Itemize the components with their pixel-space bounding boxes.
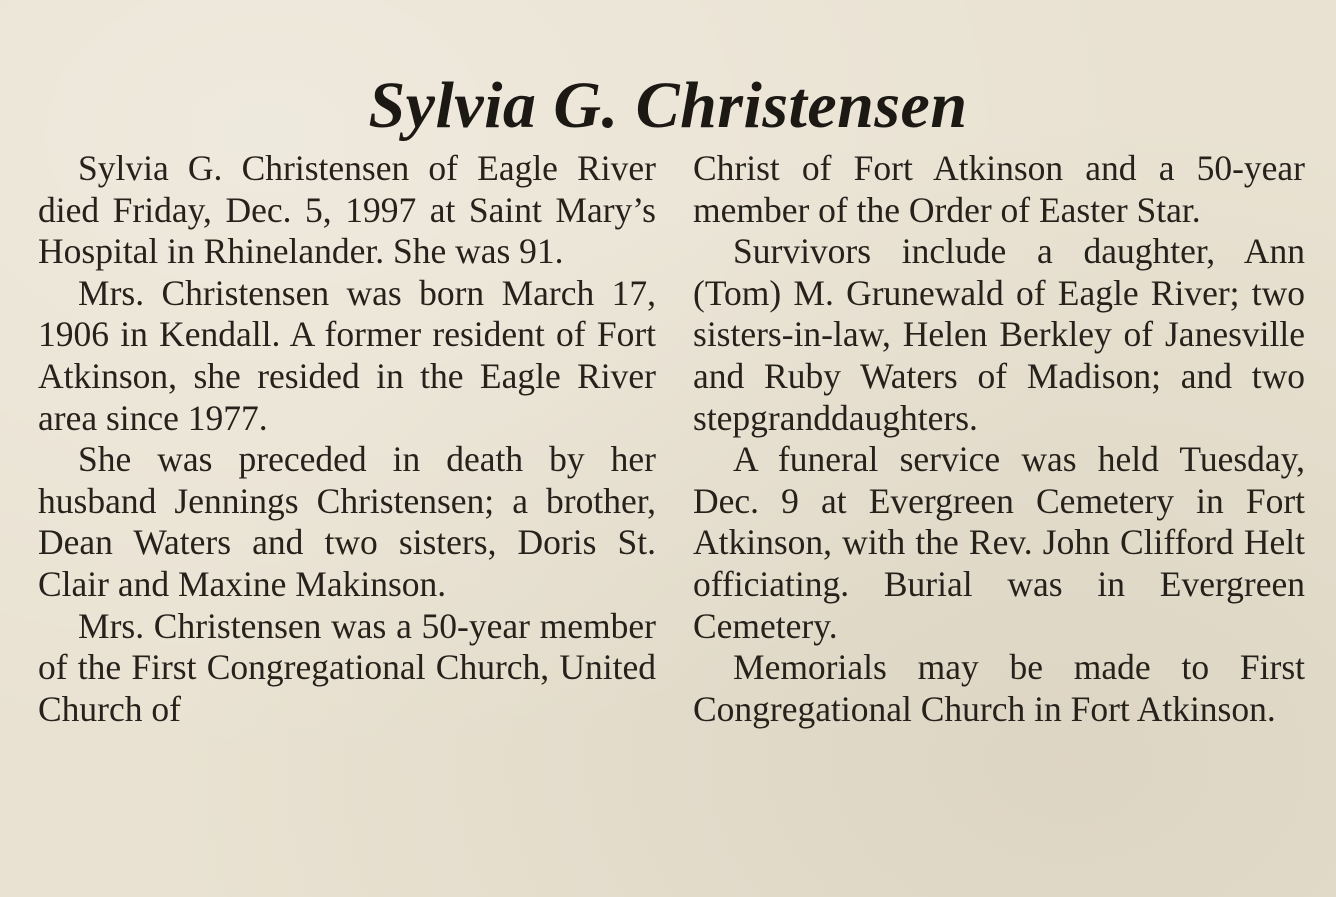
paragraph-birth-residence: Mrs. Christensen was born March 17, 1906 in Kendall. A former resident of Fort Atkinson, she resided in the Eagle River area since 1977.: [38, 272, 656, 438]
paragraph-death-notice: Sylvia G. Christensen of Eagle River died Friday, Dec. 5, 1997 at Saint Mary’s Hospital in Rhinelander. She was 91.: [38, 148, 656, 272]
obituary-headline: Sylvia G. Christensen: [368, 69, 968, 143]
paragraph-funeral-service: A funeral service was held Tuesday, Dec. 9 at Evergreen Cemetery in Fort Atkinson, with the Rev. John Clifford Helt officiating. Burial was in Evergreen Cemetery.: [693, 439, 1305, 646]
paragraph-survivors: Survivors include a daughter, Ann (Tom) M. Grunewald of Eagle River; two sisters-in-law, Helen Berkley of Janesville and Ruby Waters of Madison; and two stepgranddaughters.: [693, 231, 1305, 438]
right-column: [693, 148, 1305, 730]
paragraph-church-membership: Mrs. Christensen was a 50-year member of the First Congregational Church, United Church of: [38, 605, 656, 729]
paragraph-preceded-in-death: She was preceded in death by her husband Jennings Christensen; a brother, Dean Waters and two sisters, Doris St. Clair and Maxine Makinson.: [38, 439, 656, 604]
left-column: [38, 148, 656, 730]
paragraph-church-membership-continued: Christ of Fort Atkinson and a 50-year member of the Order of Easter Star.: [693, 148, 1305, 230]
paragraph-memorials: Memorials may be made to First Congregational Church in Fort Atkinson.: [693, 647, 1305, 729]
